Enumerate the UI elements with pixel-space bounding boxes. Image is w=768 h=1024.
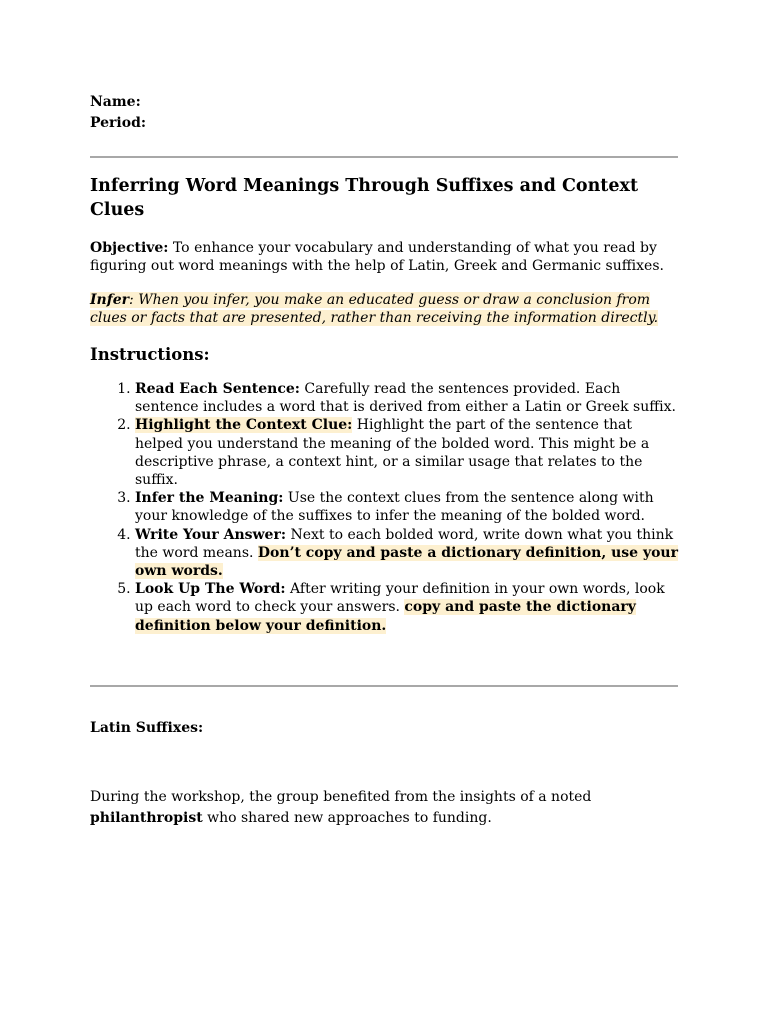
list-item: [135, 380, 678, 416]
sentence-after: who shared new approaches to funding.: [202, 809, 492, 826]
step-text: Use the context clues from the sentence along with your knowledge of the suffixes to infer the meaning of the bolded word.: [135, 490, 654, 525]
period-label: Period:: [90, 115, 147, 131]
objective-text: To enhance your vocabulary and understanding of what you read by figuring out word meanings with the help of Latin, Greek and Germanic suffixes.: [90, 240, 664, 274]
step-text: Carefully read the sentences provided. Each sentence includes a word that is derived from either a Latin or Greek suffix.: [135, 381, 677, 416]
instructions-list: [90, 380, 678, 635]
step-text: After writing your definition in your own words, look up each word to check your answers.: [135, 581, 665, 616]
infer-highlight: [90, 292, 658, 326]
step-label: Write Your Answer:: [135, 526, 287, 543]
page-title: Inferring Word Meanings Through Suffixes and Context Clues: [90, 176, 639, 220]
infer-definition-paragraph: [90, 291, 678, 327]
objective-paragraph: [90, 239, 678, 275]
bolded-word: philanthropist: [90, 809, 203, 826]
step-emphasis: copy and paste the dictionary definition below your definition.: [135, 599, 636, 634]
objective-label: Objective:: [90, 240, 169, 256]
name-label: Name:: [90, 94, 141, 110]
sentence-before: During the workshop, the group benefited from the insights of a noted: [90, 788, 592, 805]
latin-suffixes-label: Latin Suffixes:: [90, 719, 204, 736]
infer-term: Infer: [90, 292, 130, 308]
list-item: [135, 416, 678, 489]
step-label: Look Up The Word:: [135, 581, 286, 598]
step-emphasis: Don’t copy and paste a dictionary definition, use your own words.: [135, 544, 678, 580]
divider-bottom: [90, 685, 678, 687]
example-sentence: [90, 787, 678, 829]
list-item: [135, 489, 678, 525]
step-label: Read Each Sentence:: [135, 381, 300, 397]
step-text: Highlight the part of the sentence that helped you understand the meaning of the bolded word. This might be a descriptive phrase, a context hint, or a similar usage that relates to the suffix.: [135, 417, 650, 489]
infer-definition: : When you infer, you make an educated guess or draw a conclusion from clues or facts that are presented, rather than receiving the information directly.: [90, 292, 659, 326]
step-label: Highlight the Context Clue:: [135, 417, 353, 434]
instructions-heading: Instructions:: [90, 345, 210, 364]
list-item: [135, 526, 678, 581]
divider-top: [90, 156, 678, 158]
list-item: [135, 580, 678, 635]
step-label: Infer the Meaning:: [135, 490, 284, 507]
worksheet-page: [90, 0, 678, 829]
step-text: Next to each bolded word, write down what you think the word means.: [135, 526, 674, 561]
